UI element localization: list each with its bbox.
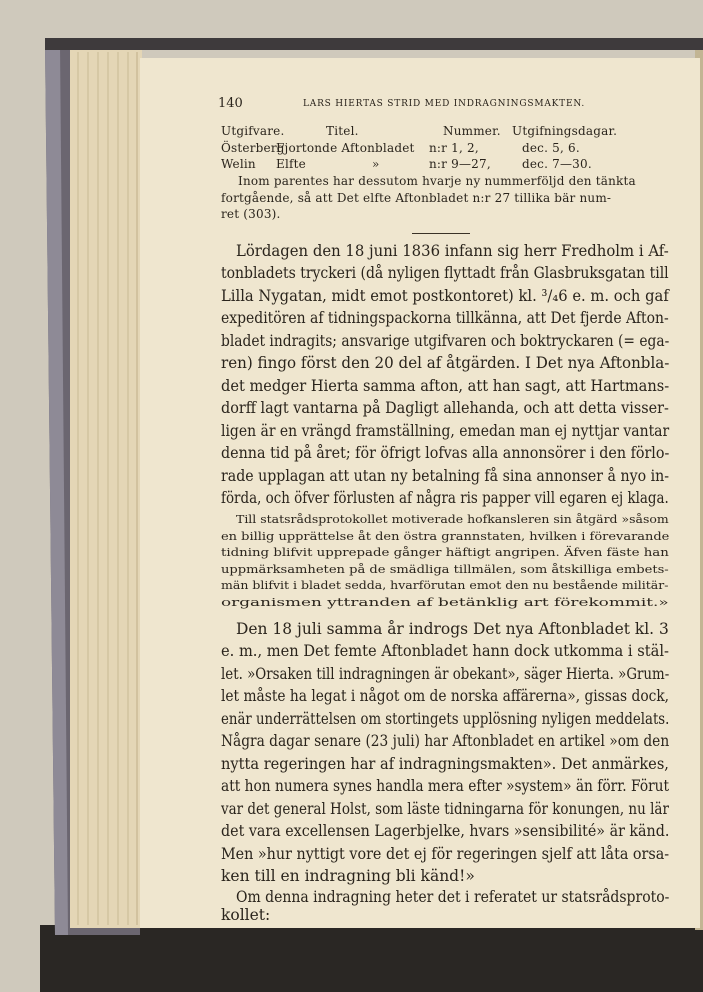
text-line: nytta regeringen har af indragningsmakten». Det anmärkes, [221, 755, 669, 773]
text-line: let måste ha legat i något om de norska affärerna», gissas dock, [221, 687, 670, 705]
text-line: rade upplagan att utan ny betalning få sina annonser å nyo in- [221, 467, 670, 485]
text-line: tonbladets tryckeri (då nyligen flyttadt från Glasbruksgatan till [221, 264, 669, 282]
footnote-line: uppmärksamheten på de smädliga tillmälen, som åtskilliga embets- [221, 563, 669, 576]
table-cell: dec. 5, 6. [522, 141, 580, 155]
text-line: denna tid på året; för öfrigt lofvas alla annonsörer i den förlo- [221, 444, 670, 462]
table-note-line: ret (303). [221, 207, 281, 221]
text-line: Den 18 juli samma år indrogs Det nya Aftonbladet kl. 3 [236, 620, 669, 638]
running-title: LARS HIERTAS STRID MED INDRAGNINGSMAKTEN. [303, 99, 586, 109]
text-line: det medger Hierta samma afton, att han sagt, att Hartmans- [221, 377, 670, 395]
text-line: bladet indragits; ansvarige utgifvaren och boktryckaren (= ega- [221, 332, 670, 350]
table-note-line: Inom parentes har dessutom hvarje ny nummerföljd den tänkta [238, 174, 636, 188]
text-line: förda, och öfver förlusten af några ris papper vill egaren ej klaga. [221, 489, 669, 507]
table-note-line: fortgående, så att Det elfte Aftonbladet n:r 27 tillika bär num- [221, 191, 612, 205]
table-header-utgifvare: Utgifvare. [221, 124, 285, 138]
text-line: var det general Holst, som läste tidningarna för konungen, nu lär [221, 800, 669, 818]
table-cell: » [372, 157, 380, 171]
text-line: Lördagen den 18 juni 1836 infann sig herr Fredholm i Af- [236, 242, 669, 260]
text-line: dorff lagt vantarna på Dagligt allehanda, och att detta visser- [221, 399, 669, 417]
footnote-line: män blifvit i bladet sedda, hvarförutan emot den nu bestående militär- [221, 579, 669, 592]
text-line: enär underrättelsen om stortingets upplösning nyligen meddelats. [221, 710, 670, 728]
table-header-utgifningsdagar: Utgifningsdagar. [512, 124, 618, 138]
text-line: Om denna indragning heter det i referatet ur statsrådsproto- [236, 888, 670, 906]
table-cell: dec. 7—30. [522, 157, 592, 171]
text-line: ken till en indragning bli känd!» [221, 867, 475, 885]
text-line: ligen är en vrängd framställning, emedan man ej nyttjar vantar [221, 422, 670, 440]
text-line: Lilla Nygatan, midt emot postkontoret) kl. ³/₄6 e. m. och gaf [221, 287, 669, 305]
text-line: e. m., men Det femte Aftonbladet hann dock utkomma i stäl- [221, 642, 669, 660]
text-line: att hon numera synes handla mera efter »system» än förr. Förut [221, 777, 670, 795]
page-number: 140 [218, 96, 243, 111]
text-line: let. »Orsaken till indragningen är obekant», säger Hierta. »Grum- [221, 665, 670, 683]
section-rule [412, 233, 470, 234]
text-line: kollet: [221, 906, 271, 924]
text-line: ren) fingo först den 20 del af åtgärden. I Det nya Aftonbla- [221, 354, 670, 372]
text-line: Men »hur nyttigt vore det ej för regeringen sjelf att låta orsa- [221, 845, 670, 863]
table-cell: Österberg [221, 141, 285, 155]
footnote-line: organismen yttranden af betänklig art förekommit.» [221, 596, 669, 609]
footnote-line: en billig upprättelse åt den östra grannstaten, hvilken i förevarande [221, 530, 670, 543]
table-header-titel: Titel. [326, 124, 359, 138]
footnote-line: Till statsrådsprotokollet motiverade hofkansleren sin åtgärd »såsom [236, 513, 669, 526]
table-cell: Fjortonde Aftonbladet [276, 141, 415, 155]
table-cell: Elfte [276, 157, 306, 171]
text-line: det vara excellensen Lagerbjelke, hvars »sensibilité» är känd. [221, 822, 670, 840]
text-line: expeditören af tidningspackorna tillkänna, att Det fjerde Afton- [221, 309, 669, 327]
footnote-line: tidning blifvit upprepade gånger häftigt angripen. Äfven fäste han [221, 546, 669, 559]
table-header-nummer: Nummer. [443, 124, 501, 138]
table-cell: n:r 1, 2, [429, 141, 479, 155]
table-cell: Welin [221, 157, 256, 171]
table-cell: n:r 9—27, [429, 157, 491, 171]
text-line: Några dagar senare (23 juli) har Aftonbladet en artikel »om den [221, 732, 670, 750]
